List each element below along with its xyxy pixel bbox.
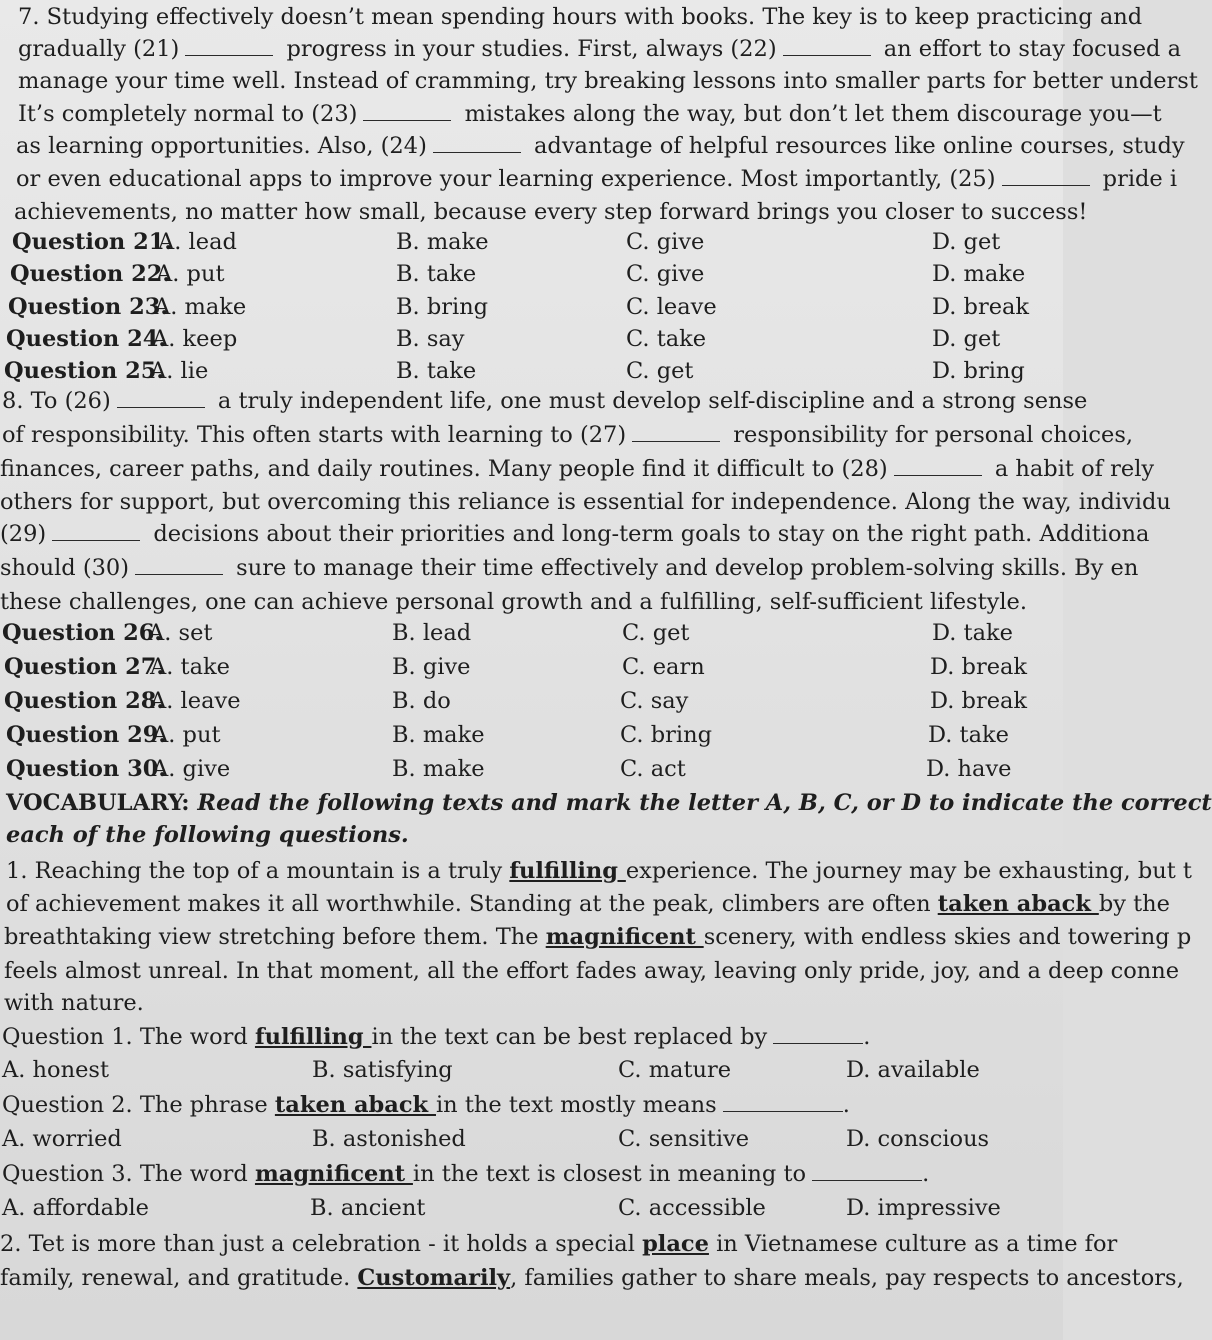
question-24: Question 24. A. keep B. say C. take D. get	[0, 323, 1063, 355]
option-b[interactable]: B. make	[392, 722, 485, 748]
option-a[interactable]: A. give	[152, 756, 231, 782]
option-c[interactable]: C. leave	[626, 294, 717, 320]
question-21: Question 21. A. lead B. make C. give D. get	[0, 226, 1063, 258]
option-c[interactable]: C. get	[622, 620, 690, 646]
answer-blank[interactable]	[723, 1093, 843, 1112]
option-a[interactable]: A. honest	[2, 1057, 109, 1083]
passage-1-line-5: with nature.	[4, 990, 144, 1016]
passage-7-line-2: gradually (21) progress in your studies. First, always (22) an effort to stay focused a	[18, 36, 1182, 62]
option-b[interactable]: B. say	[396, 326, 465, 352]
option-c[interactable]: C. give	[626, 229, 705, 255]
passage-7-line-1: 7. Studying effectively doesn’t mean spending hours with books. The key is to keep practicing and	[18, 4, 1143, 30]
passage-8-line-7: these challenges, one can achieve personal growth and a fulfilling, self-sufficient lifestyle.	[0, 589, 1028, 615]
option-d[interactable]: D. make	[932, 261, 1026, 287]
option-a[interactable]: A. put	[152, 722, 221, 748]
question-25: Question 25. A. lie B. take C. get D. bring	[0, 355, 1063, 387]
option-d[interactable]: D. take	[928, 722, 1009, 748]
option-c[interactable]: C. earn	[622, 654, 705, 680]
blank-29[interactable]	[52, 522, 140, 541]
passage-8-line-4: others for support, but overcoming this reliance is essential for independence. Along the way, individu	[0, 489, 1171, 515]
passage-8-line-2: of responsibility. This often starts with learning to (27) responsibility for personal choices,	[2, 422, 1134, 448]
passage-8-line-3: finances, career paths, and daily routines. Many people find it difficult to (28) a habit of rely	[0, 456, 1155, 482]
passage-2-line-2: family, renewal, and gratitude. Customarily, families gather to share meals, pay respects to ancestors,	[0, 1265, 1184, 1291]
blank-23[interactable]	[363, 102, 451, 121]
question-23: Question 23. A. make B. bring C. leave D. break	[0, 291, 1063, 323]
option-d[interactable]: D. break	[930, 688, 1028, 714]
option-a[interactable]: A. keep	[152, 326, 238, 352]
vocab-options-2	[0, 1123, 1063, 1155]
option-a[interactable]: A. affordable	[2, 1195, 149, 1221]
passage-1-line-3: breathtaking view stretching before them. The magnificent scenery, with endless skies and towering p	[4, 924, 1192, 950]
option-c[interactable]: C. give	[626, 261, 705, 287]
blank-24[interactable]	[433, 134, 521, 153]
option-d[interactable]: D. get	[932, 326, 1001, 352]
option-d[interactable]: D. available	[846, 1057, 980, 1083]
question-29: Question 29. A. put B. make C. bring D. take	[0, 719, 1063, 751]
option-b[interactable]: B. ancient	[310, 1195, 426, 1221]
option-d[interactable]: D. bring	[932, 358, 1025, 384]
vocab-question-1: Question 1. The word fulfilling in the text can be best replaced by .	[2, 1024, 871, 1050]
option-c[interactable]: C. act	[620, 756, 686, 782]
option-d[interactable]: D. take	[932, 620, 1013, 646]
question-22: Question 22. A. put B. take C. give D. make	[0, 258, 1063, 290]
passage-7-line-4: It’s completely normal to (23) mistakes along the way, but don’t let them discourage you—t	[18, 101, 1162, 127]
answer-blank[interactable]	[773, 1025, 863, 1044]
option-b[interactable]: B. give	[392, 654, 471, 680]
option-a[interactable]: A. take	[150, 654, 230, 680]
option-c[interactable]: C. accessible	[618, 1195, 766, 1221]
passage-2-line-1: 2. Tet is more than just a celebration - it holds a special place in Vietnamese culture as a time for	[0, 1231, 1118, 1257]
question-30: Question 30. A. give B. make C. act D. have	[0, 753, 1063, 785]
blank-25[interactable]	[1002, 167, 1090, 186]
blank-21[interactable]	[185, 37, 273, 56]
option-b[interactable]: B. astonished	[312, 1126, 466, 1152]
blank-28[interactable]	[894, 457, 982, 476]
passage-8-line-6: should (30) sure to manage their time effectively and develop problem-solving skills. By en	[0, 555, 1139, 581]
passage-7-line-3: manage your time well. Instead of cramming, try breaking lessons into smaller parts for better underst	[18, 68, 1198, 94]
vocab-question-3: Question 3. The word magnificent in the text is closest in meaning to .	[2, 1161, 930, 1187]
passage-8-line-1: 8. To (26) a truly independent life, one must develop self-discipline and a strong sense	[2, 388, 1088, 414]
option-c[interactable]: C. mature	[618, 1057, 732, 1083]
option-b[interactable]: B. take	[396, 358, 477, 384]
option-a[interactable]: A. lead	[158, 229, 237, 255]
passage-7-line-5: as learning opportunities. Also, (24) advantage of helpful resources like online courses, study	[16, 133, 1185, 159]
option-b[interactable]: B. bring	[396, 294, 489, 320]
option-a[interactable]: A. make	[154, 294, 247, 320]
blank-30[interactable]	[135, 556, 223, 575]
passage-7-line-6: or even educational apps to improve your learning experience. Most importantly, (25) pride i	[16, 166, 1178, 192]
question-26: Question 26. A. set B. lead C. get D. take	[0, 617, 1063, 649]
vocabulary-instruction: each of the following questions.	[6, 822, 409, 848]
answer-blank[interactable]	[812, 1162, 922, 1181]
option-b[interactable]: B. make	[396, 229, 489, 255]
option-b[interactable]: B. lead	[392, 620, 472, 646]
option-a[interactable]: A. leave	[150, 688, 241, 714]
option-d[interactable]: D. have	[926, 756, 1012, 782]
option-a[interactable]: A. lie	[150, 358, 209, 384]
option-c[interactable]: C. sensitive	[618, 1126, 750, 1152]
option-d[interactable]: D. impressive	[846, 1195, 1001, 1221]
option-a[interactable]: A. set	[148, 620, 213, 646]
passage-1-line-1: 1. Reaching the top of a mountain is a truly fulfilling experience. The journey may be exhausting, but t	[6, 858, 1192, 884]
passage-1-line-2: of achievement makes it all worthwhile. Standing at the peak, climbers are often taken aback by the	[6, 891, 1170, 917]
option-c[interactable]: C. say	[620, 688, 689, 714]
passage-1-line-4: feels almost unreal. In that moment, all the effort fades away, leaving only pride, joy, and a deep conne	[4, 958, 1180, 984]
vocabulary-heading: VOCABULARY: Read the following texts and mark the letter A, B, C, or D to indicate the correct	[6, 790, 1212, 816]
option-c[interactable]: C. bring	[620, 722, 712, 748]
blank-22[interactable]	[783, 37, 871, 56]
option-a[interactable]: A. put	[156, 261, 225, 287]
option-b[interactable]: B. take	[396, 261, 477, 287]
passage-7-line-7: achievements, no matter how small, because every step forward brings you closer to success!	[14, 199, 1088, 225]
option-c[interactable]: C. get	[626, 358, 694, 384]
option-d[interactable]: D. conscious	[846, 1126, 990, 1152]
option-c[interactable]: C. take	[626, 326, 707, 352]
question-28: Question 28. A. leave B. do C. say D. break	[0, 685, 1063, 717]
passage-8-line-5: (29) decisions about their priorities and long-term goals to stay on the right path. Additiona	[0, 521, 1150, 547]
vocab-options-1	[0, 1054, 1063, 1086]
option-b[interactable]: B. do	[392, 688, 451, 714]
option-d[interactable]: D. break	[932, 294, 1030, 320]
vocab-question-2: Question 2. The phrase taken aback in the text mostly means .	[2, 1092, 850, 1118]
blank-27[interactable]	[632, 423, 720, 442]
option-b[interactable]: B. make	[392, 756, 485, 782]
option-d[interactable]: D. get	[932, 229, 1001, 255]
vocab-options-3	[0, 1192, 1063, 1224]
question-27: Question 27. A. take B. give C. earn D. break	[0, 651, 1063, 683]
blank-26[interactable]	[117, 389, 205, 408]
option-b[interactable]: B. satisfying	[312, 1057, 453, 1083]
option-d[interactable]: D. break	[930, 654, 1028, 680]
option-a[interactable]: A. worried	[2, 1126, 122, 1152]
